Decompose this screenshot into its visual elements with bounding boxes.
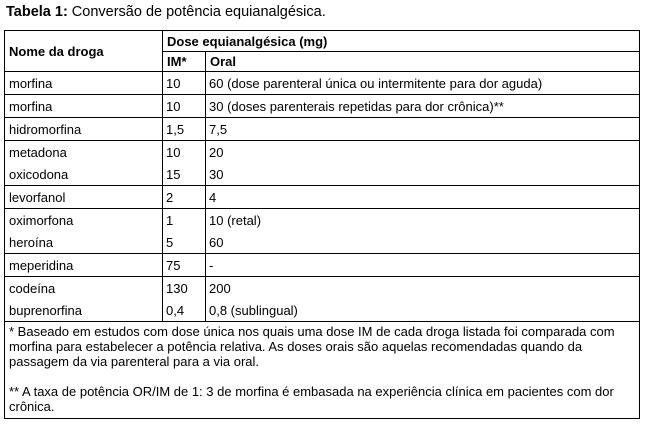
table-row bbox=[5, 231, 640, 254]
cell-im-dose: 10 bbox=[163, 141, 206, 164]
header-dose: Dose equianalgésica (mg) bbox=[163, 31, 640, 52]
cell-im-dose: 0,4 bbox=[163, 299, 206, 322]
cell-drug-name: meperidina bbox=[5, 254, 163, 277]
cell-oral-dose: 30 (doses parenterais repetidas para dor crônica)** bbox=[206, 95, 640, 118]
cell-oral-dose: 4 bbox=[206, 186, 640, 209]
cell-drug-name: hidromorfina bbox=[5, 118, 163, 141]
equianalgesic-table bbox=[4, 30, 640, 419]
footnote-im: * Baseado em estudos com dose única nos quais uma dose IM de cada droga listada foi comparada com morfina para estabelecer a potência relativa. As doses orais são aquelas recomendadas quando da passagem da via parenteral para a via oral. bbox=[9, 324, 615, 369]
table-body bbox=[5, 72, 640, 322]
cell-im-dose: 1 bbox=[163, 209, 206, 232]
cell-drug-name: heroína bbox=[5, 231, 163, 254]
cell-oral-dose: - bbox=[206, 254, 640, 277]
caption-text: Conversão de potência equianalgésica. bbox=[67, 4, 326, 20]
cell-drug-name: oxicodona bbox=[5, 163, 163, 186]
caption-prefix: Tabela 1: bbox=[6, 4, 68, 20]
cell-drug-name: oximorfona bbox=[5, 209, 163, 232]
cell-oral-dose: 0,8 (sublingual) bbox=[206, 299, 640, 322]
cell-oral-dose: 60 bbox=[206, 231, 640, 254]
table-row bbox=[5, 118, 640, 141]
cell-drug-name: morfina bbox=[5, 72, 163, 95]
footnotes bbox=[5, 322, 640, 419]
cell-im-dose: 15 bbox=[163, 163, 206, 186]
table-row bbox=[5, 163, 640, 186]
table-notes bbox=[5, 322, 640, 419]
cell-im-dose: 10 bbox=[163, 72, 206, 95]
table-header bbox=[5, 31, 640, 72]
cell-drug-name: buprenorfina bbox=[5, 299, 163, 322]
table-row bbox=[5, 299, 640, 322]
cell-oral-dose: 10 (retal) bbox=[206, 209, 640, 232]
table-caption bbox=[6, 4, 326, 20]
cell-drug-name: metadona bbox=[5, 141, 163, 164]
header-oral: Oral bbox=[206, 52, 640, 72]
cell-drug-name: levorfanol bbox=[5, 186, 163, 209]
cell-oral-dose: 200 bbox=[206, 277, 640, 300]
cell-im-dose: 2 bbox=[163, 186, 206, 209]
table-row bbox=[5, 209, 640, 232]
cell-im-dose: 75 bbox=[163, 254, 206, 277]
cell-im-dose: 5 bbox=[163, 231, 206, 254]
cell-drug-name: morfina bbox=[5, 95, 163, 118]
cell-oral-dose: 60 (dose parenteral única ou intermitente para dor aguda) bbox=[206, 72, 640, 95]
cell-drug-name: codeína bbox=[5, 277, 163, 300]
table-row bbox=[5, 72, 640, 95]
cell-oral-dose: 30 bbox=[206, 163, 640, 186]
cell-im-dose: 130 bbox=[163, 277, 206, 300]
table-row bbox=[5, 95, 640, 118]
table-row bbox=[5, 277, 640, 300]
header-im: IM* bbox=[163, 52, 206, 72]
table-row bbox=[5, 254, 640, 277]
cell-im-dose: 1,5 bbox=[163, 118, 206, 141]
cell-im-dose: 10 bbox=[163, 95, 206, 118]
table-row bbox=[5, 186, 640, 209]
cell-oral-dose: 20 bbox=[206, 141, 640, 164]
footnote-ratio: ** A taxa de potência OR/IM de 1: 3 de morfina é embasada na experiência clínica em pacientes com dor crônica. bbox=[9, 384, 614, 414]
header-drug-name: Nome da droga bbox=[5, 31, 163, 72]
table-row bbox=[5, 141, 640, 164]
cell-oral-dose: 7,5 bbox=[206, 118, 640, 141]
